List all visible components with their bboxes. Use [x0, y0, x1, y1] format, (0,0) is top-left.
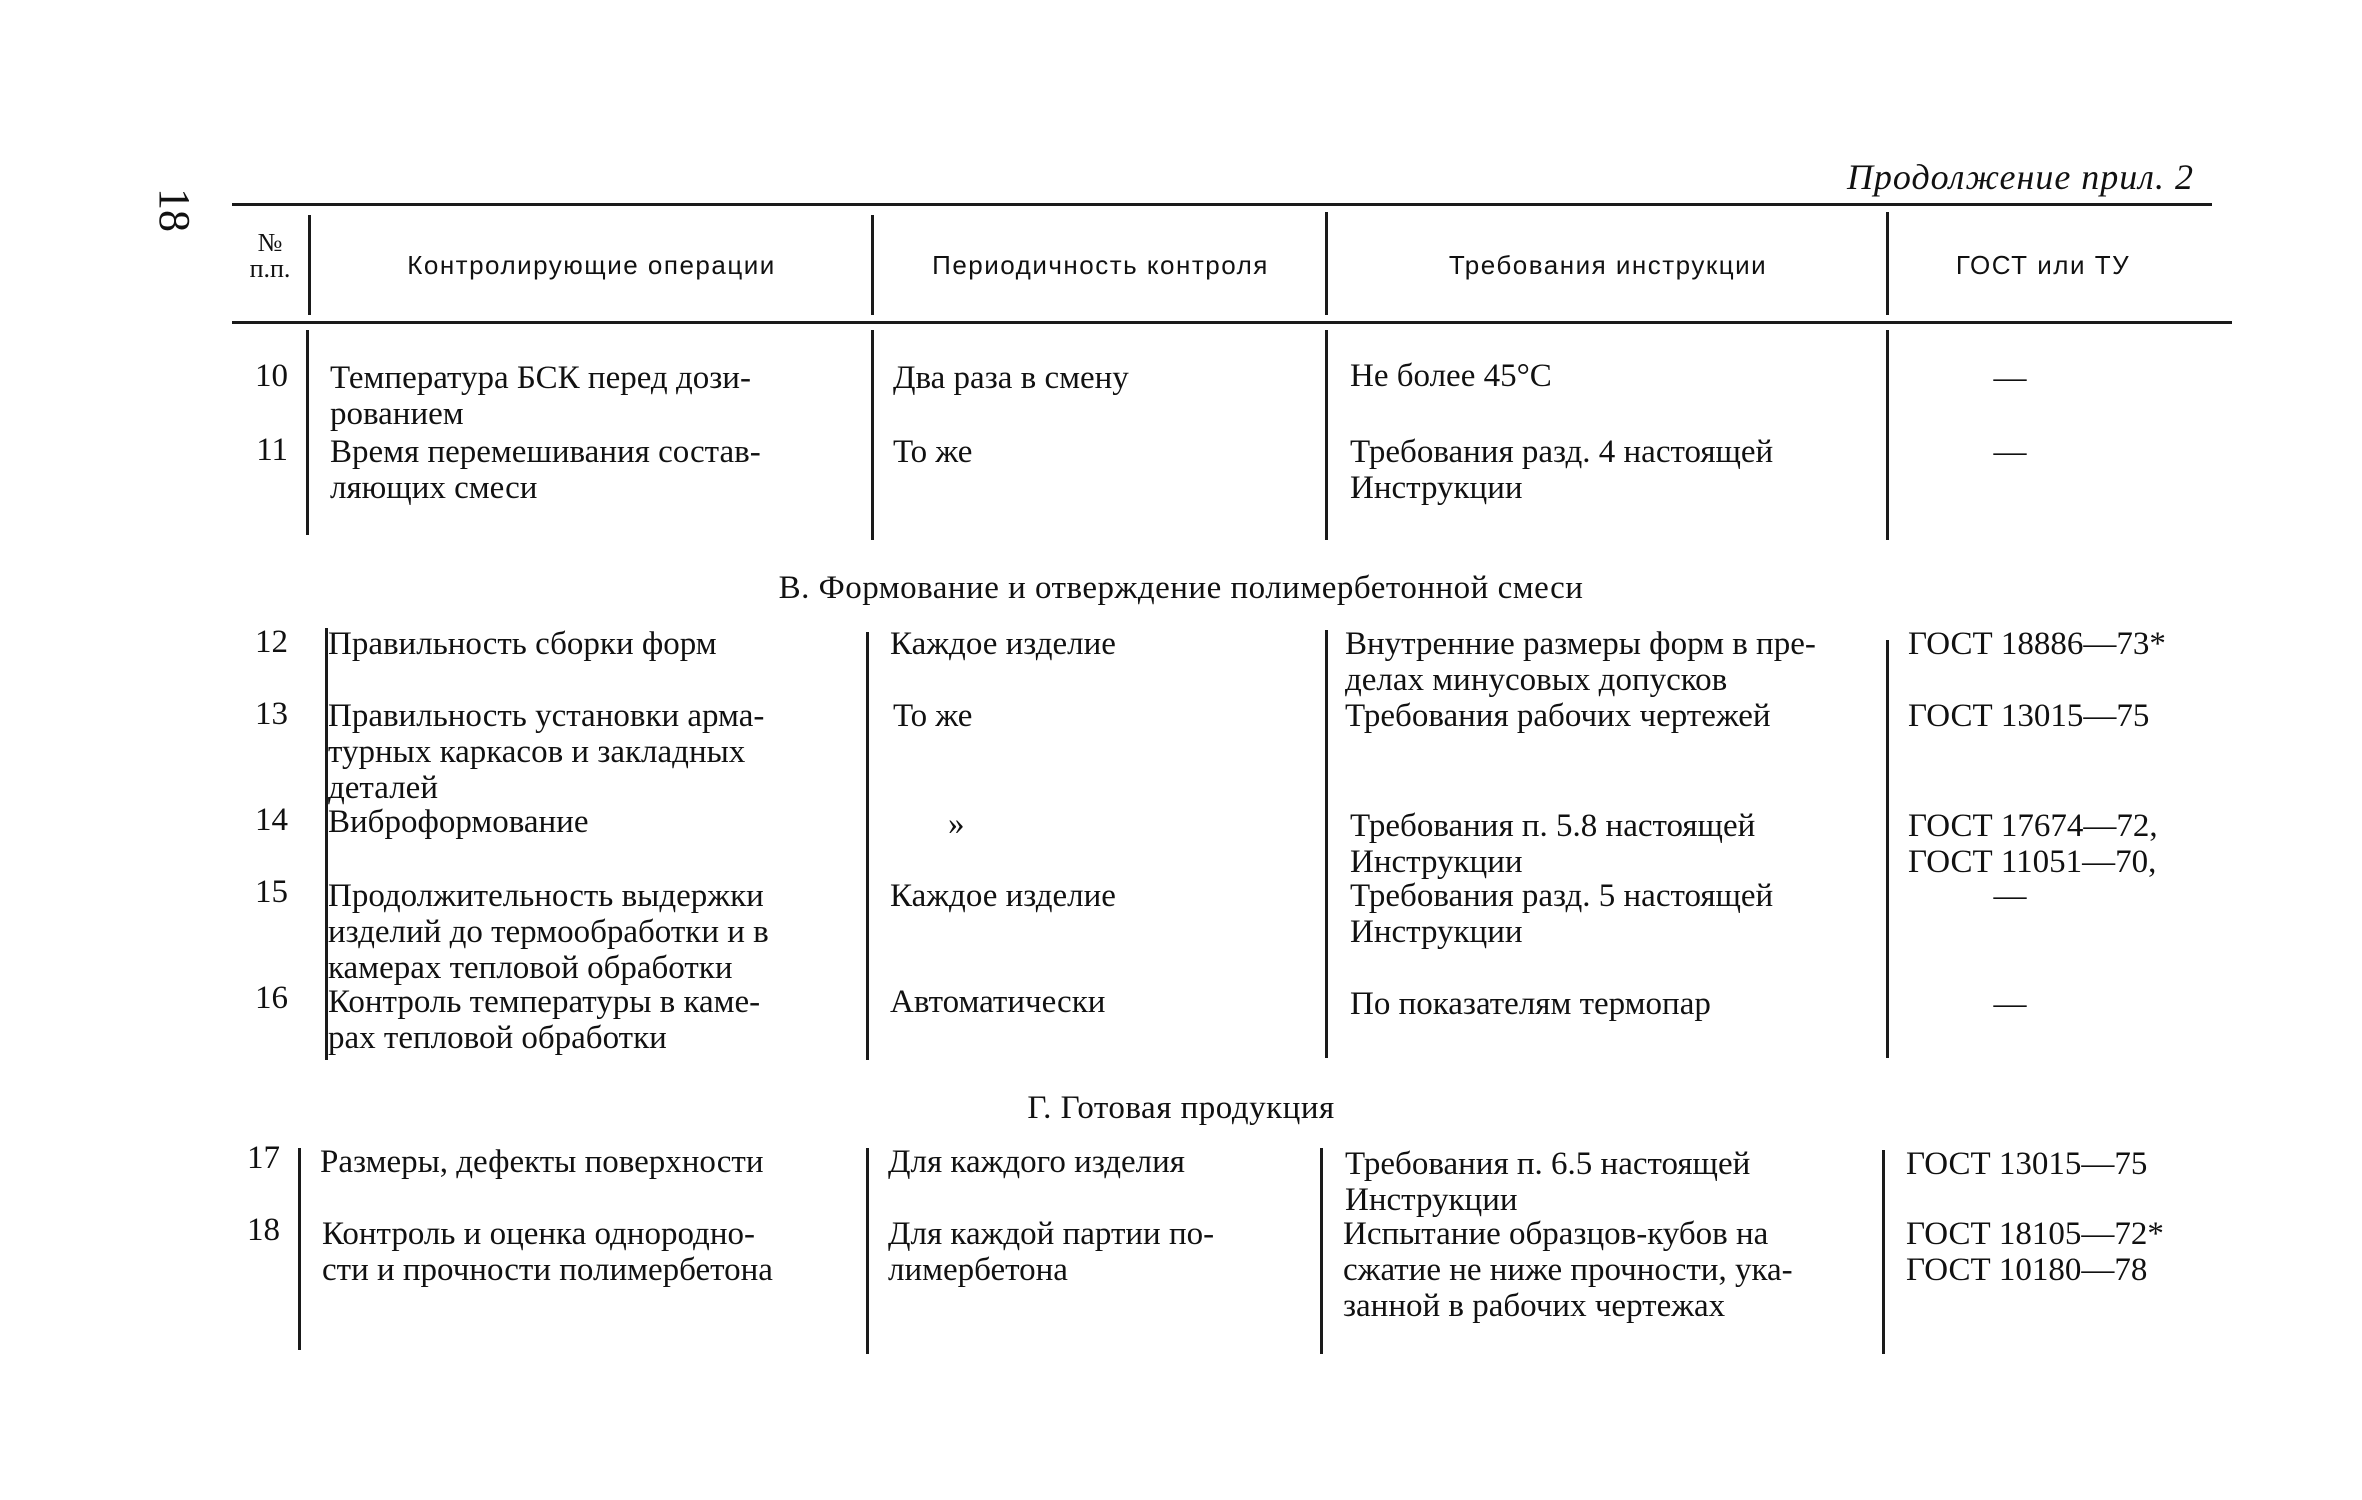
operation-cell: Контроль и оценка однородно- сти и прочности полимербетона [322, 1216, 773, 1288]
standard-cell: — [1993, 878, 2027, 914]
frequency-cell: Каждое изделие [890, 626, 1116, 662]
header-frequency: Периодичность контроля [932, 249, 1269, 280]
page-number: 18 [150, 188, 199, 232]
column-separator [871, 330, 874, 540]
operation-cell: Температура БСК перед дози- рованием [330, 360, 751, 432]
row-number: 15 [255, 874, 288, 910]
column-separator [306, 330, 309, 535]
column-separator [1886, 330, 1889, 540]
row-number: 13 [255, 696, 288, 732]
column-separator [1325, 330, 1328, 540]
section-heading-g: Г. Готовая продукция [1027, 1090, 1335, 1126]
column-separator [1886, 640, 1889, 1058]
requirements-cell: Внутренние размеры форм в пре- делах минусовых допусков [1345, 626, 1816, 698]
column-separator [1325, 630, 1328, 1058]
header-num: № п.п. [249, 228, 291, 283]
operation-cell: Контроль температуры в каме- рах тепловой обработки [328, 984, 761, 1056]
standard-cell: — [1993, 360, 2027, 396]
requirements-cell: Испытание образцов-кубов на сжатие не ниже прочности, ука- занной в рабочих чертежах [1343, 1216, 1793, 1324]
operation-cell: Размеры, дефекты поверхности [320, 1144, 764, 1180]
table-header-rule [232, 321, 2232, 324]
operation-cell: Продолжительность выдержки изделий до термообработки и в камерах тепловой обработки [328, 878, 769, 986]
row-number: 11 [256, 432, 288, 468]
header-standard: ГОСТ или ТУ [1955, 249, 2131, 280]
row-number: 17 [247, 1140, 280, 1176]
frequency-cell: Два раза в смену [893, 360, 1129, 396]
continuation-title: Продолжение прил. 2 [1846, 157, 2194, 197]
requirements-cell: Требования п. 6.5 настоящей Инструкции [1345, 1146, 1751, 1218]
standard-cell: ГОСТ 18886—73* [1908, 626, 2166, 662]
frequency-cell: То же [893, 434, 973, 470]
header-separator [308, 215, 311, 315]
operation-cell: Виброформование [328, 804, 589, 840]
operation-cell: Правильность сборки форм [328, 626, 717, 662]
row-number: 14 [255, 802, 288, 838]
requirements-cell: Не более 45°С [1350, 358, 1552, 394]
header-separator [871, 215, 874, 315]
section-heading-v: В. Формование и отверждение полимербетонной смеси [778, 570, 1584, 606]
requirements-cell: Требования разд. 4 настоящей Инструкции [1350, 434, 1774, 506]
header-requirements: Требования инструкции [1448, 249, 1768, 280]
operation-cell: Правильность установки арма- турных каркасов и закладных деталей [328, 698, 765, 806]
standard-cell: ГОСТ 13015—75 [1906, 1146, 2148, 1182]
requirements-cell: Требования разд. 5 настоящей Инструкции [1350, 878, 1774, 950]
row-number: 16 [255, 980, 288, 1016]
header-separator [1325, 212, 1328, 315]
frequency-cell: Каждое изделие [890, 878, 1116, 914]
frequency-cell: Для каждой партии по- лимербетона [888, 1216, 1215, 1288]
standard-cell: ГОСТ 18105—72* ГОСТ 10180—78 [1906, 1216, 2164, 1288]
requirements-cell: Требования рабочих чертежей [1345, 698, 1771, 734]
row-number: 12 [255, 624, 288, 660]
row-number: 18 [247, 1212, 280, 1248]
frequency-cell: Для каждого изделия [888, 1144, 1185, 1180]
header-operation: Контролирующие операции [407, 249, 776, 280]
frequency-cell: Автоматически [890, 984, 1106, 1020]
header-separator [1886, 212, 1889, 315]
standard-cell: — [1993, 434, 2027, 470]
row-number: 10 [255, 358, 288, 394]
frequency-cell: » [948, 806, 965, 842]
requirements-cell: Требования п. 5.8 настоящей Инструкции [1350, 808, 1756, 880]
column-separator [1882, 1150, 1885, 1354]
operation-cell: Время перемешивания состав- ляющих смеси [330, 434, 761, 506]
table-top-rule [232, 203, 2212, 206]
column-separator [298, 1148, 301, 1350]
column-separator [866, 1148, 869, 1354]
requirements-cell: По показателям термопар [1350, 986, 1711, 1022]
standard-cell: ГОСТ 13015—75 [1908, 698, 2150, 734]
column-separator [1320, 1148, 1323, 1354]
column-separator [866, 632, 869, 1060]
standard-cell: ГОСТ 17674—72, ГОСТ 11051—70, [1908, 808, 2158, 880]
standard-cell: — [1993, 986, 2027, 1022]
frequency-cell: То же [893, 698, 973, 734]
